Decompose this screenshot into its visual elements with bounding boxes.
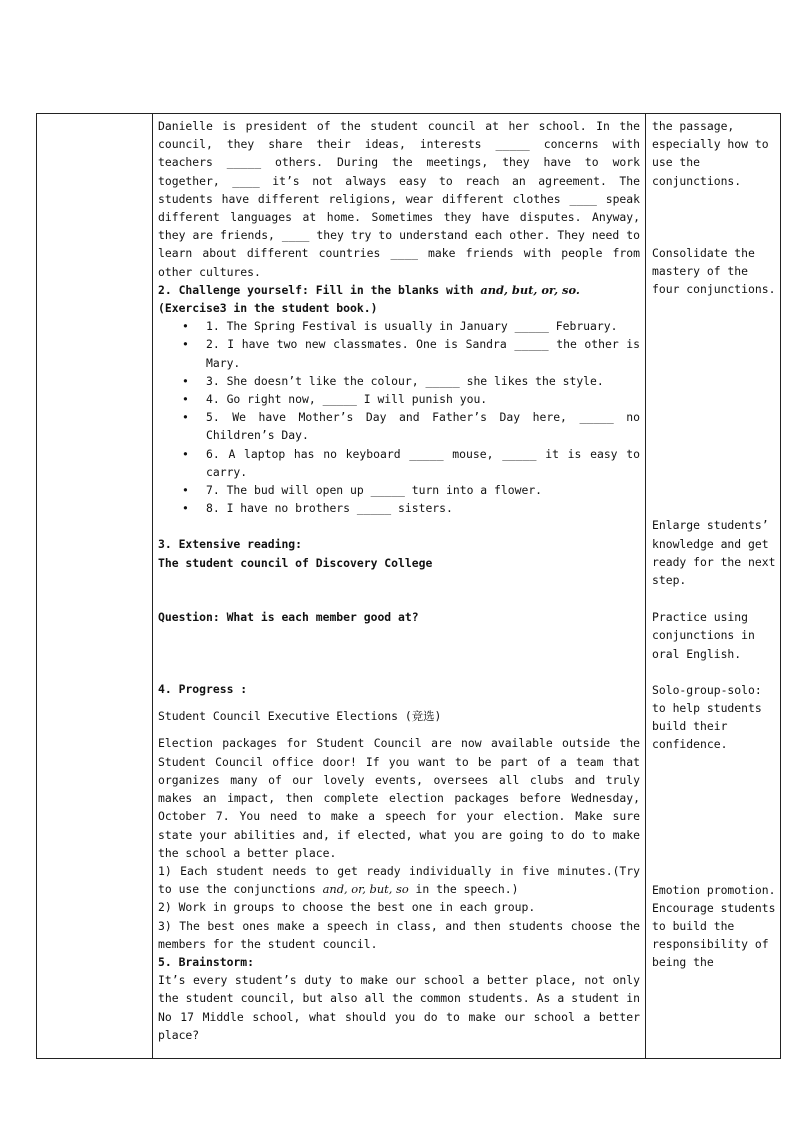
note-4: Practice using conjunctions in oral English. (652, 610, 755, 661)
list-item: • 2. I have two new classmates. One is Sandra _____ the other is Mary. (178, 335, 640, 371)
section4-title: 4. Progress : (158, 682, 248, 697)
section5-title: 5. Brainstorm: (158, 954, 255, 969)
section3-subtitle: The student council of Discovery College (158, 555, 433, 570)
note-6: Emotion promotion. Encourage students to build the responsibility of being the (652, 882, 776, 970)
list-item: • 6. A laptop has no keyboard _____ mouse, _____ it is easy to carry. (178, 445, 640, 481)
conjunction-list: and, but, or, so. (480, 282, 580, 297)
purpose-cell (646, 114, 781, 1059)
note-5: Solo-group-solo: to help students build their confidence. (652, 682, 762, 752)
activities-cell (153, 114, 646, 1059)
note-3: Enlarge students’ knowledge and get ready for the next step. (652, 518, 776, 588)
section3-question: Question: What is each member good at? (158, 609, 419, 624)
note-1: the passage, especially how to use the conjunctions. (652, 119, 769, 188)
list-item: • 5. We have Mother’s Day and Father’s Day here, _____ no Children’s Day. (178, 408, 640, 444)
lesson-plan-table (36, 113, 781, 1059)
step1-conjunctions: and, or, but, so (322, 882, 409, 897)
passage-text: Danielle is president of the student council at her school. In the council, they share their ideas, interests _____ concerns with teachers _____ others. During the meetings, they have to work together, ____ it’s not always easy to reach an agreement. The students have different religions, wear different clothes ____ speak different languages at home. Sometimes they have disputes. Anyway, they are friends, ____ they try to understand each other. They need to learn about different countries ____ make friends with people from other cultures. (158, 119, 640, 279)
section4-subtitle: Student Council Executive Elections (竞选) (158, 709, 442, 724)
section4-step2: 2) Work in groups to choose the best one in each group. (158, 900, 536, 915)
list-item: • 3. She doesn’t like the colour, _____ she likes the style. (178, 372, 640, 390)
list-item: • 8. I have no brothers _____ sisters. (178, 499, 640, 517)
note-2: Consolidate the mastery of the four conjunctions. (652, 245, 776, 297)
section4-step3: 3) The best ones make a speech in class, and then students choose the members for the student council. (158, 918, 640, 951)
list-item: • 7. The bud will open up _____ turn into a flower. (178, 481, 640, 499)
list-item: • 1. The Spring Festival is usually in January _____ February. (178, 317, 640, 335)
section4-body: Election packages for Student Council are now available outside the Student Council office door! If you want to be part of a team that organizes many of our lovely events, oversees all clubs and truly makes an impact, then complete election packages before Wednesday, October 7. You need to make a speech for your election. Make sure state your abilities and, if elected, what you are going to do to make the school a better place. (158, 736, 640, 860)
exercise-list (158, 317, 640, 517)
section3-title: 3. Extensive reading: (158, 537, 303, 552)
list-item: • 4. Go right now, _____ I will punish you. (178, 390, 640, 408)
section2-subtitle: (Exercise3 in the student book.) (158, 301, 378, 316)
section2-title: 2. Challenge yourself: Fill in the blanks with and, but, or, so. (158, 282, 580, 297)
left-column-cell (37, 114, 153, 1059)
section5-body: It’s every student’s duty to make our school a better place, not only the student council, but also all the common students. As a student in No 17 Middle school, what should you do to make our school a better place? (158, 973, 640, 1042)
section4-step1: 1) Each student needs to get ready individually in five minutes.(Try to use the conjunctions and, or, but, so in the speech.) (158, 863, 640, 897)
